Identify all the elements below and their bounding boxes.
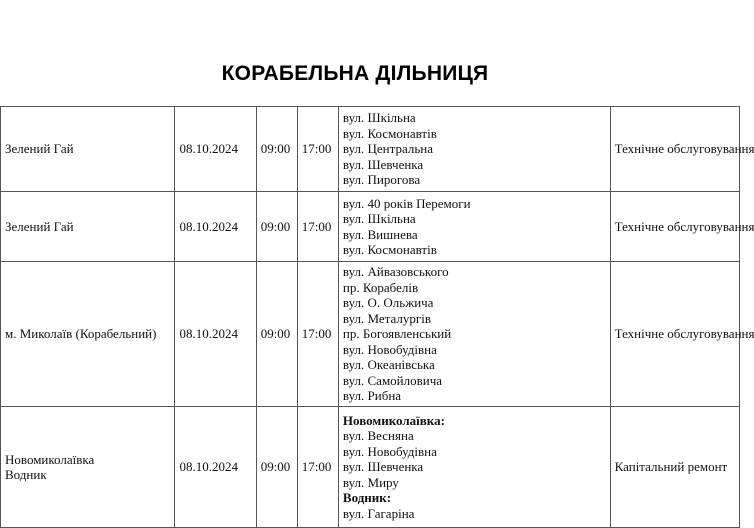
date-cell: 08.10.2024 — [175, 407, 256, 528]
table-row — [1, 192, 740, 262]
streets-cell — [338, 107, 610, 192]
street-name: вул. Космонавтів — [342, 242, 437, 257]
location-name: м. Миколаїв (Корабельний) — [5, 326, 157, 342]
location-cell — [1, 192, 175, 262]
date-cell: 08.10.2024 — [175, 107, 256, 192]
outage-schedule-table — [0, 106, 754, 528]
street-name: вул. Шевченка — [342, 156, 424, 172]
street-name: вул. Гагаріна — [342, 505, 415, 521]
start-time-cell: 09:00 — [256, 262, 297, 407]
work-type-cell: Капітальний ремонт — [610, 407, 739, 528]
work-type-cell: Технічне обслуговування — [610, 262, 739, 407]
street-name: вул. Миру — [342, 474, 399, 490]
streets-cell — [338, 192, 610, 262]
street-name: вул. Океанівська — [342, 357, 435, 373]
street-name: вул. 40 років Перемоги — [342, 195, 471, 211]
street-name: вул. Пирогова — [342, 172, 421, 188]
page-title: КОРАБЕЛЬНА ДІЛЬНИЦЯ — [221, 62, 489, 85]
start-time-cell: 09:00 — [256, 192, 297, 262]
end-time-cell: 17:00 — [297, 192, 338, 262]
streets-cell — [338, 262, 610, 407]
end-time-cell: 17:00 — [297, 407, 338, 528]
street-name: вул. Айвазовського — [342, 264, 449, 280]
location-cell — [1, 107, 175, 192]
location-name: Зелений Гай — [5, 141, 74, 157]
date-cell: 08.10.2024 — [175, 262, 256, 407]
location-name: Зелений Гай — [5, 218, 74, 234]
location-name: Водник — [5, 467, 47, 482]
end-time-cell: 17:00 — [297, 107, 338, 192]
date-cell: 08.10.2024 — [175, 192, 256, 262]
settlement-heading: Новомиколаївка: — [342, 412, 445, 428]
street-name: вул. Металургів — [342, 310, 431, 326]
street-name: вул. О. Ольжича — [342, 295, 434, 311]
street-name: вул. Вишнева — [342, 226, 418, 242]
location-name: Новомиколаївка — [5, 451, 95, 467]
work-type-cell: Технічне обслуговування — [610, 192, 739, 262]
work-type-cell: Технічне обслуговування — [610, 107, 739, 192]
street-name: вул. Шкільна — [342, 110, 416, 126]
street-name: вул. Рибна — [342, 388, 402, 404]
settlement-heading: Водник: — [342, 490, 392, 506]
street-name: пр. Богоявленський — [342, 326, 452, 342]
start-time-cell: 09:00 — [256, 407, 297, 528]
street-name: пр. Корабелів — [342, 279, 419, 295]
table-row — [1, 107, 740, 192]
location-cell — [1, 262, 175, 407]
street-name: вул. Новобудівна — [342, 341, 437, 357]
street-name: вул. Шевченка — [342, 459, 424, 475]
street-name: вул. Шкільна — [342, 211, 416, 226]
table-row — [1, 407, 740, 528]
start-time-cell: 09:00 — [256, 107, 297, 192]
street-name: вул. Центральна — [342, 141, 433, 157]
end-time-cell: 17:00 — [297, 262, 338, 407]
street-name: вул. Самойловича — [342, 372, 443, 388]
table-row — [1, 262, 740, 407]
street-name: вул. Весняна — [342, 428, 414, 444]
street-name: вул. Новобудівна — [342, 443, 437, 459]
streets-cell — [338, 407, 610, 528]
location-cell — [1, 407, 175, 528]
street-name: вул. Космонавтів — [342, 125, 437, 141]
